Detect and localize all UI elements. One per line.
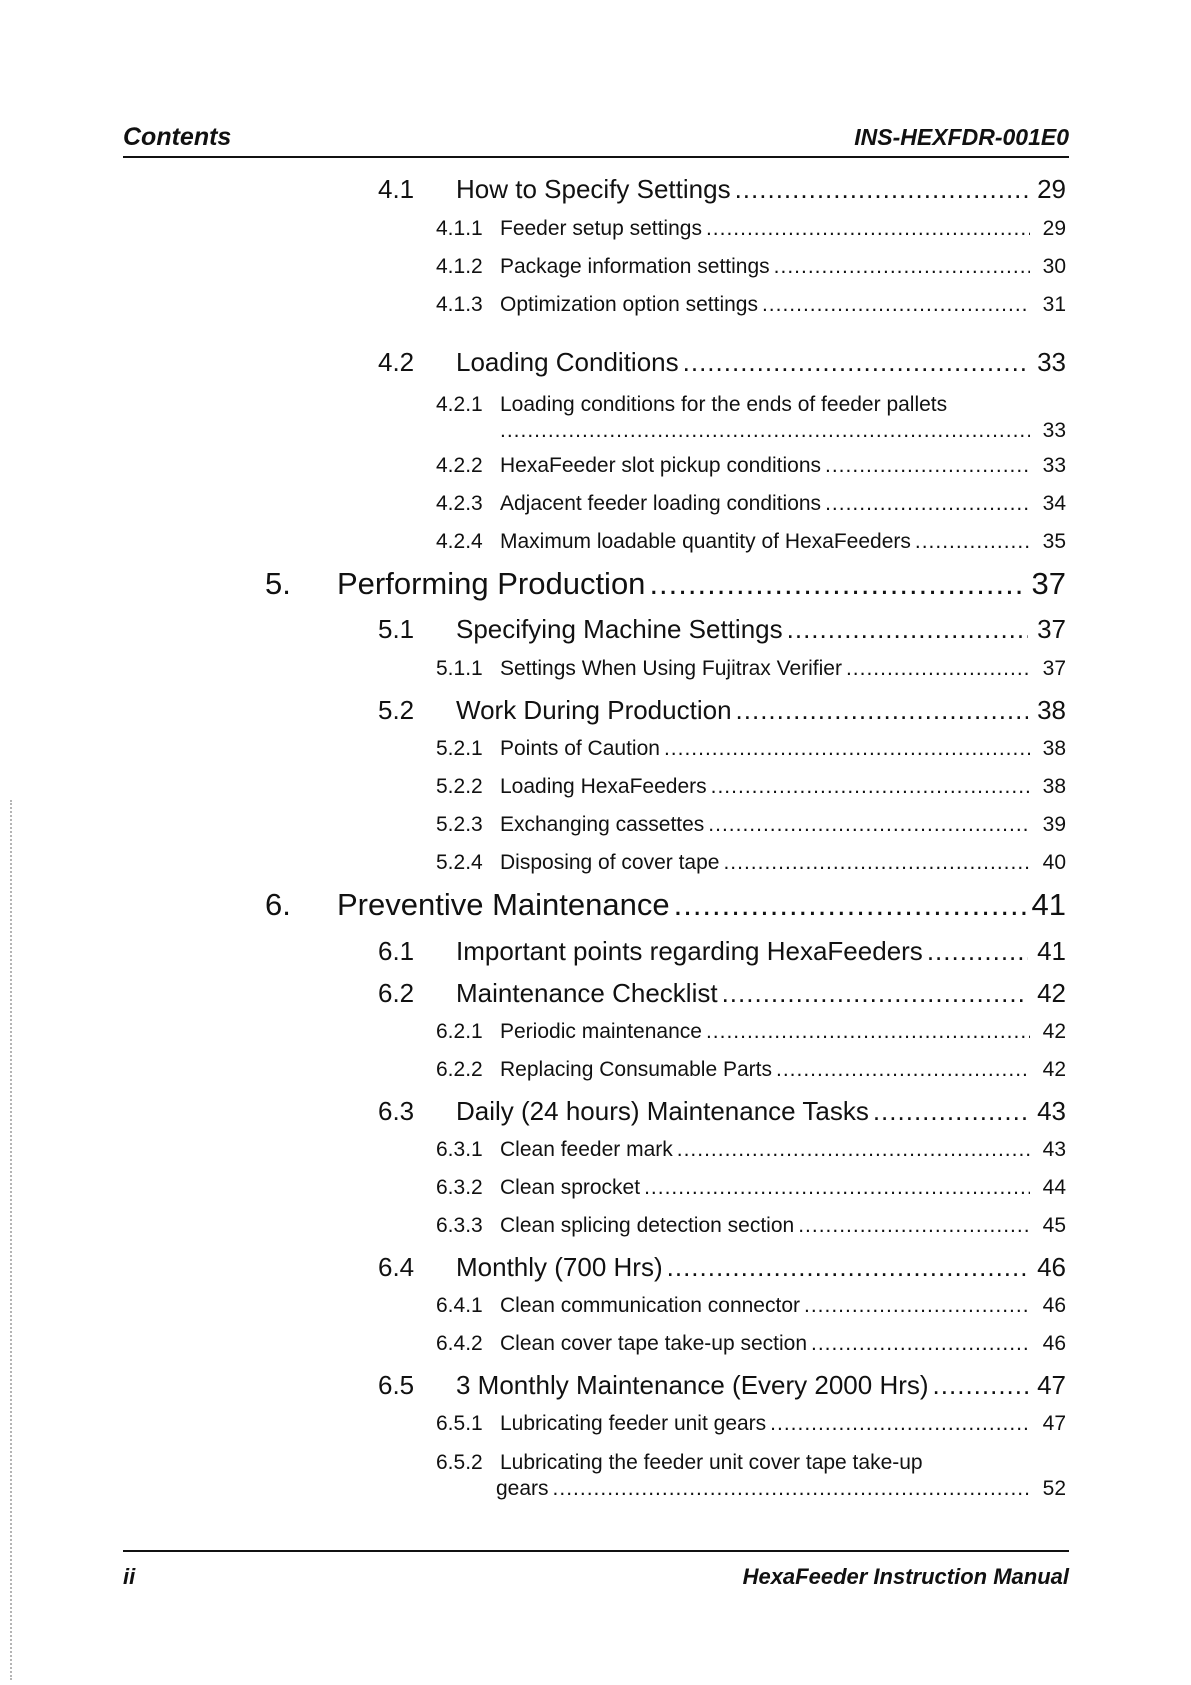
toc-entry-page: 34 (1042, 492, 1066, 515)
toc-entry-number: 4.1.3 (436, 293, 483, 316)
toc-leader-dots (708, 811, 1030, 839)
toc-entry-6-2-2[interactable] (436, 1056, 1066, 1084)
toc-entry-number: 5.2.2 (436, 775, 483, 798)
toc-entry-4-1-1[interactable] (436, 215, 1066, 243)
toc-entry-number: 5.1 (378, 614, 415, 644)
toc-entry-number: 6.3.1 (436, 1138, 483, 1161)
toc-leader-dots (774, 253, 1030, 281)
toc-leader-dots (804, 1292, 1030, 1320)
toc-entry-page: 38 (1037, 695, 1066, 725)
toc-entry-title: Settings When Using Fujitrax Verifier (500, 657, 842, 680)
toc-entry-page: 29 (1042, 217, 1066, 240)
toc-entry-page: 37 (1031, 566, 1066, 601)
toc-entry-title: Daily (24 hours) Maintenance Tasks (456, 1096, 869, 1126)
toc-entry-title: Maximum loadable quantity of HexaFeeders (500, 530, 911, 553)
toc-entry-title: Periodic maintenance (500, 1020, 702, 1043)
page-footer (123, 1550, 1069, 1592)
toc-entry-page: 30 (1042, 255, 1066, 278)
toc-entry-page: 37 (1037, 614, 1066, 644)
toc-entry-title: 3 Monthly Maintenance (Every 2000 Hrs) (456, 1370, 929, 1400)
toc-entry-6-3-2[interactable] (436, 1174, 1066, 1202)
toc-entry-number: 6.4 (378, 1252, 415, 1282)
header-document-code: INS-HEXFDR-001E0 (854, 124, 1069, 150)
toc-entry-5-2-3[interactable] (436, 811, 1066, 839)
toc-leader-dots (770, 1410, 1030, 1438)
toc-entry-number: 6.4.1 (436, 1294, 483, 1317)
toc-entry-title: Specifying Machine Settings (456, 614, 783, 644)
toc-entry-4-2-2[interactable] (436, 452, 1066, 480)
toc-entry-number: 4.1 (378, 174, 415, 204)
toc-entry-6-5[interactable] (378, 1368, 1066, 1402)
toc-entry-page: 41 (1031, 887, 1066, 922)
toc-entry-number: 5.2.3 (436, 813, 483, 836)
toc-entry-title: Clean cover tape take-up section (500, 1332, 808, 1355)
toc-entry-title: Lubricating the feeder unit cover tape take-up (500, 1451, 923, 1474)
toc-entry-6-3[interactable] (378, 1094, 1066, 1128)
toc-entry-6-1[interactable] (378, 934, 1066, 968)
toc-entry-6-5-1[interactable] (436, 1410, 1066, 1438)
toc-leader-dots (915, 528, 1030, 556)
toc-entry-number: 6.1 (378, 936, 415, 966)
toc-entry-5-2-4[interactable] (436, 849, 1066, 877)
toc-leader-dots (677, 1136, 1030, 1164)
toc-entry-page: 46 (1042, 1332, 1066, 1355)
toc-entry-title: Replacing Consumable Parts (500, 1058, 772, 1081)
toc-entry-title: Clean communication connector (500, 1294, 800, 1317)
toc-entry-page: 31 (1042, 293, 1066, 316)
toc-entry-6[interactable] (265, 886, 1066, 924)
toc-entry-title: Preventive Maintenance (337, 887, 670, 922)
toc-entry-6-5-2[interactable] (436, 1450, 1066, 1502)
toc-entry-page: 46 (1037, 1252, 1066, 1282)
toc-entry-title: Disposing of cover tape (500, 851, 720, 874)
toc-entry-number: 5.2 (378, 695, 415, 725)
toc-entry-number: 4.2 (378, 347, 415, 377)
toc-leader-dots (711, 773, 1030, 801)
toc-leader-dots (683, 345, 1028, 379)
toc-leader-dots (825, 452, 1030, 480)
toc-entry-page: 35 (1042, 530, 1066, 553)
toc-leader-dots (723, 849, 1030, 877)
toc-entry-6-2-1[interactable] (436, 1018, 1066, 1046)
toc-entry-title: Points of Caution (500, 737, 660, 760)
toc-entry-title: Loading HexaFeeders (500, 775, 707, 798)
toc-entry-page: 38 (1042, 737, 1066, 760)
toc-entry-page: 42 (1042, 1020, 1066, 1043)
toc-entry-page: 33 (1042, 419, 1066, 442)
toc-entry-4-2[interactable] (378, 345, 1066, 379)
toc-entry-title: Package information settings (500, 255, 770, 278)
toc-entry-number: 6.2.1 (436, 1020, 483, 1043)
toc-leader-dots (776, 1056, 1030, 1084)
toc-leader-dots (664, 735, 1030, 763)
toc-entry-page: 40 (1042, 851, 1066, 874)
toc-entry-6-2[interactable] (378, 976, 1066, 1010)
toc-entry-title: Maintenance Checklist (456, 978, 718, 1008)
toc-entry-number: 5.2.1 (436, 737, 483, 760)
header-section-title: Contents (123, 123, 232, 151)
toc-entry-number: 4.2.1 (436, 393, 483, 416)
toc-entry-title: How to Specify Settings (456, 174, 731, 204)
toc-leader-dots (927, 934, 1028, 968)
toc-entry-number: 6.3 (378, 1096, 415, 1126)
toc-entry-number: 6.2.2 (436, 1058, 483, 1081)
scan-margin-mark (10, 800, 12, 1680)
toc-leader-dots (798, 1212, 1030, 1240)
toc-entry-4-2-1[interactable] (436, 392, 1066, 444)
toc-entry-title-continued: gears (496, 1477, 549, 1500)
footer-document-title: HexaFeeder Instruction Manual (742, 1564, 1069, 1589)
toc-entry-number: 6.5.1 (436, 1412, 483, 1435)
page-header (123, 118, 1069, 158)
toc-entry-page: 29 (1037, 174, 1066, 204)
toc-entry-page: 43 (1037, 1096, 1066, 1126)
toc-entry-6-4[interactable] (378, 1250, 1066, 1284)
toc-entry-5-2-2[interactable] (436, 773, 1066, 801)
toc-entry-title: Exchanging cassettes (500, 813, 705, 836)
toc-entry-4-1[interactable] (378, 172, 1066, 206)
toc-leader-dots (553, 1476, 1030, 1502)
toc-entry-page: 42 (1037, 978, 1066, 1008)
toc-leader-dots (846, 655, 1030, 683)
toc-entry-6-4-2[interactable] (436, 1330, 1066, 1358)
toc-entry-number: 6.5.2 (436, 1451, 483, 1474)
toc-leader-dots (674, 886, 1026, 924)
toc-entry-page: 33 (1037, 347, 1066, 377)
toc-entry-number: 5.2.4 (436, 851, 483, 874)
toc-leader-dots (500, 418, 1030, 444)
toc-entry-page: 41 (1037, 936, 1066, 966)
toc-entry-6-3-3[interactable] (436, 1212, 1066, 1240)
toc-leader-dots (667, 1250, 1028, 1284)
toc-entry-page: 47 (1042, 1412, 1066, 1435)
toc-entry-number: 4.2.2 (436, 454, 483, 477)
toc-entry-title: Adjacent feeder loading conditions (500, 492, 822, 515)
toc-entry-title: Lubricating feeder unit gears (500, 1412, 767, 1435)
toc-entry-title: Important points regarding HexaFeeders (456, 936, 923, 966)
toc-entry-5-1-1[interactable] (436, 655, 1066, 683)
toc-leader-dots (873, 1094, 1028, 1128)
toc-leader-dots (933, 1368, 1028, 1402)
toc-leader-dots (825, 490, 1030, 518)
toc-entry-page: 45 (1042, 1214, 1066, 1237)
toc-entry-title: Work During Production (456, 695, 732, 725)
toc-entry-5-2-1[interactable] (436, 735, 1066, 763)
toc-entry-number: 6. (265, 887, 291, 922)
toc-entry-number: 5.1.1 (436, 657, 483, 680)
toc-entry-number: 6.3.2 (436, 1176, 483, 1199)
toc-entry-number: 4.2.3 (436, 492, 483, 515)
toc-entry-page: 46 (1042, 1294, 1066, 1317)
toc-entry-page: 43 (1042, 1138, 1066, 1161)
toc-entry-number: 5. (265, 566, 291, 601)
toc-entry-4-1-3[interactable] (436, 291, 1066, 319)
toc-entry-page: 39 (1042, 813, 1066, 836)
footer-page-number: ii (123, 1564, 136, 1589)
toc-entry-page: 44 (1042, 1176, 1066, 1199)
toc-entry-number: 6.5 (378, 1370, 415, 1400)
toc-entry-4-2-3[interactable] (436, 490, 1066, 518)
toc-entry-title: Loading Conditions (456, 347, 679, 377)
toc-leader-dots (644, 1174, 1030, 1202)
toc-leader-dots (649, 565, 1026, 603)
toc-leader-dots (706, 1018, 1030, 1046)
toc-entry-page: 37 (1042, 657, 1066, 680)
toc-entry-6-4-1[interactable] (436, 1292, 1066, 1320)
toc-entry-number: 4.1.1 (436, 217, 483, 240)
toc-entry-page: 38 (1042, 775, 1066, 798)
toc-leader-dots (735, 172, 1028, 206)
toc-leader-dots (722, 976, 1028, 1010)
toc-leader-dots (762, 291, 1030, 319)
toc-entry-title: Monthly (700 Hrs) (456, 1252, 663, 1282)
toc-entry-title: Clean feeder mark (500, 1138, 673, 1161)
toc-entry-4-1-2[interactable] (436, 253, 1066, 281)
toc-entry-6-3-1[interactable] (436, 1136, 1066, 1164)
toc-entry-number: 4.1.2 (436, 255, 483, 278)
toc-entry-page: 33 (1042, 454, 1066, 477)
toc-entry-number: 6.2 (378, 978, 415, 1008)
toc-leader-dots (706, 215, 1030, 243)
toc-entry-title: Clean splicing detection section (500, 1214, 795, 1237)
toc-entry-page: 47 (1037, 1370, 1066, 1400)
toc-entry-page: 52 (1042, 1477, 1066, 1500)
toc-leader-dots (736, 693, 1028, 727)
toc-entry-title: Performing Production (337, 566, 646, 601)
toc-entry-number: 6.4.2 (436, 1332, 483, 1355)
toc-entry-4-2-4[interactable] (436, 528, 1066, 556)
toc-entry-number: 6.3.3 (436, 1214, 483, 1237)
toc-entry-5-2[interactable] (378, 693, 1066, 727)
toc-leader-dots (787, 612, 1028, 646)
toc-entry-page: 42 (1042, 1058, 1066, 1081)
toc-entry-5[interactable] (265, 565, 1066, 603)
toc-leader-dots (811, 1330, 1030, 1358)
toc-entry-title: HexaFeeder slot pickup conditions (500, 454, 822, 477)
toc-entry-title: Loading conditions for the ends of feeder pallets (500, 393, 948, 416)
toc-entry-5-1[interactable] (378, 612, 1066, 646)
toc-entry-number: 4.2.4 (436, 530, 483, 553)
toc-entry-title: Feeder setup settings (500, 217, 702, 240)
toc-entry-title: Optimization option settings (500, 293, 758, 316)
toc-entry-title: Clean sprocket (500, 1176, 641, 1199)
